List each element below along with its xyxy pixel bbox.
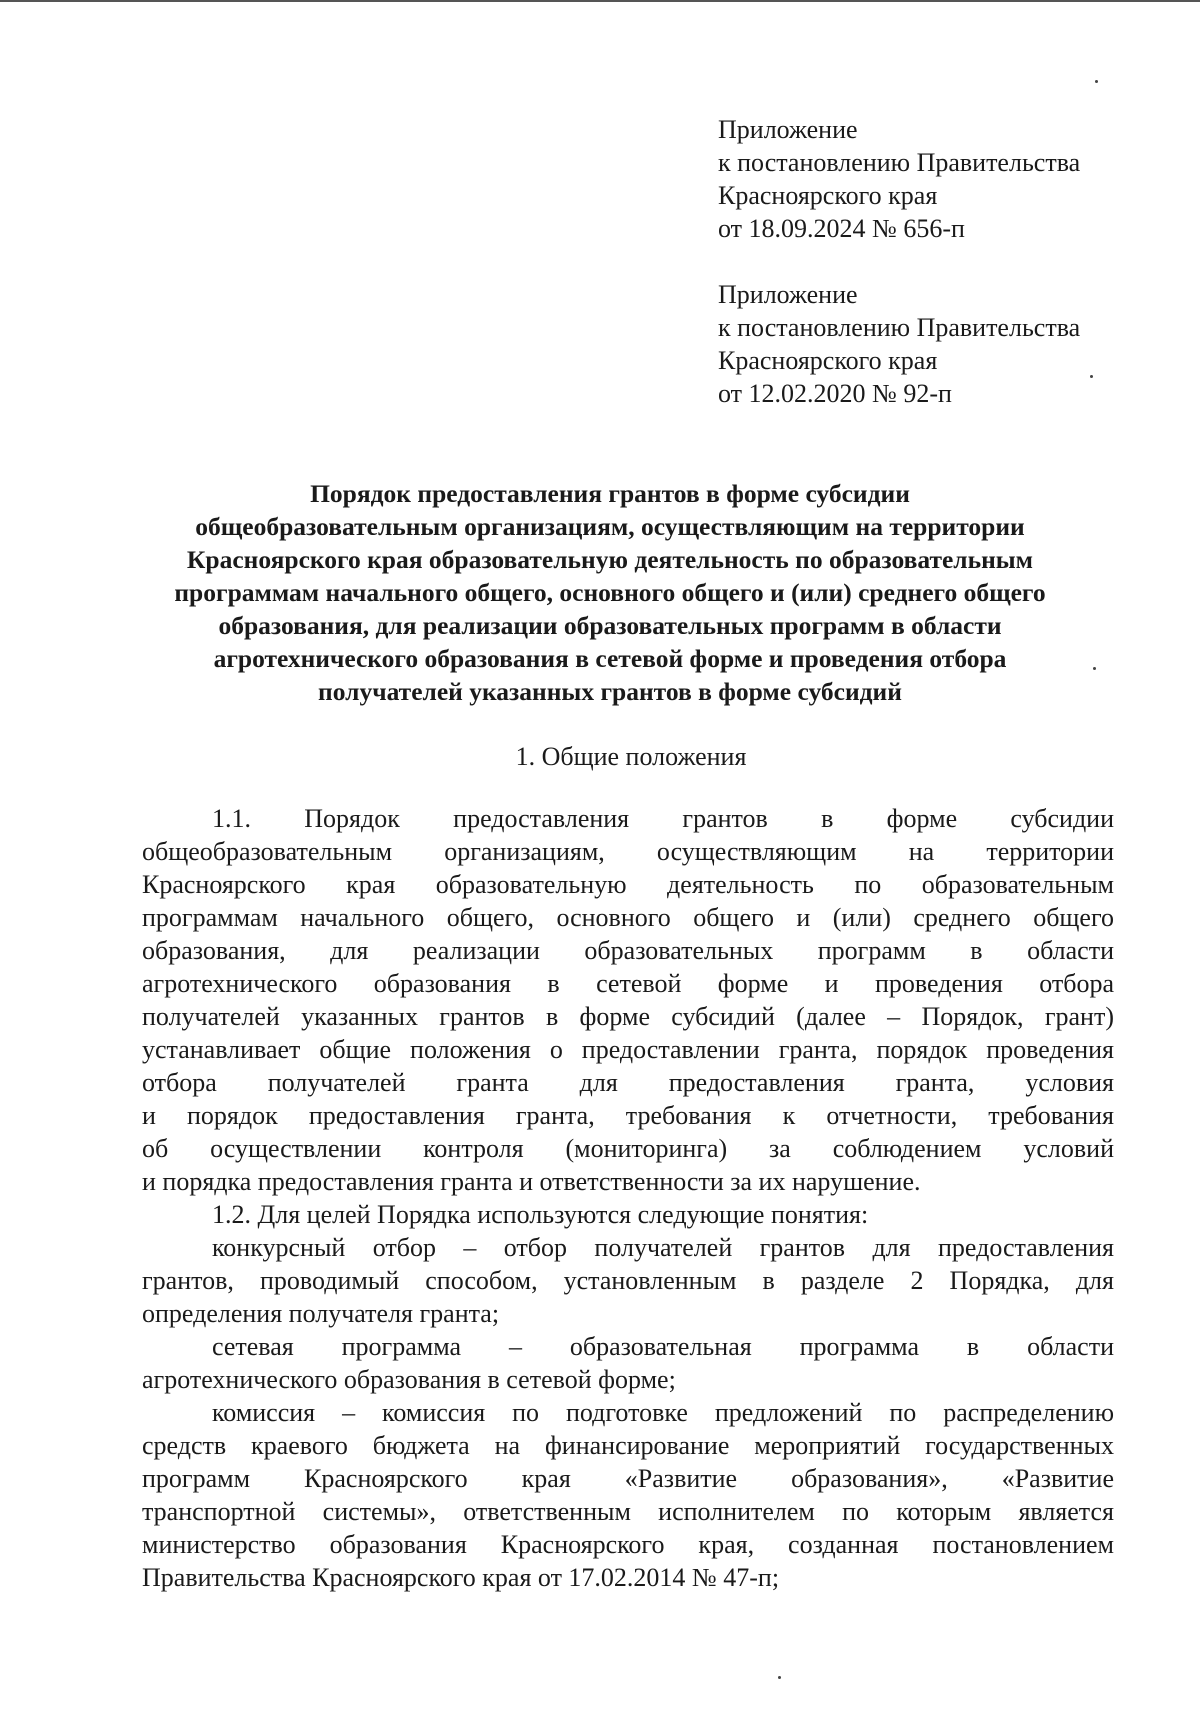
appendix-current-line-2: к постановлению Правительства (718, 148, 1081, 177)
appendix-original-line-2: к постановлению Правительства (718, 313, 1081, 342)
paragraph-line: Правительства Красноярского края от 17.02.2014 № 47-п; (142, 1563, 780, 1592)
title-line: Красноярского края образовательную деятельность по образовательным (186, 545, 1034, 574)
paragraph-line: определения получателя гранта; (142, 1299, 500, 1328)
title-line: получателей указанных грантов в форме субсидий (318, 677, 902, 706)
paragraph-line: комиссия – комиссия по подготовке предложений по распределению (212, 1398, 1114, 1427)
title-line: программам начального общего, основного общего и (или) среднего общего (174, 578, 1046, 607)
appendix-original-line-3: Красноярского края (718, 346, 938, 375)
appendix-block-current (718, 113, 1158, 245)
paragraph-line: 1.1. Порядок предоставления грантов в форме субсидии (212, 804, 1114, 833)
paragraph-line: 1.2. Для целей Порядка используются следующие понятия: (212, 1200, 869, 1229)
body-text (142, 802, 1114, 1594)
scan-speck (1095, 80, 1098, 83)
document-title (130, 477, 1090, 708)
paragraph-line: агротехнического образования в сетевой форме и проведения отбора (142, 969, 1114, 998)
paragraph-line: средств краевого бюджета на финансирование мероприятий государственных (142, 1431, 1114, 1460)
paragraph-line: общеобразовательным организациям, осуществляющим на территории (142, 837, 1114, 866)
scan-speck (778, 1676, 781, 1679)
title-line: Порядок предоставления грантов в форме субсидии (310, 479, 910, 508)
paragraph-line: и порядок предоставления гранта, требования к отчетности, требования (142, 1101, 1114, 1130)
scan-speck (1090, 375, 1093, 378)
paragraph-line: программам начального общего, основного общего и (или) среднего общего (142, 903, 1114, 932)
appendix-current-line-3: Красноярского края (718, 181, 938, 210)
paragraph-line: конкурсный отбор – отбор получателей грантов для предоставления (212, 1233, 1114, 1262)
paragraph-line: грантов, проводимый способом, установленным в разделе 2 Порядка, для (142, 1266, 1114, 1295)
title-line: общеобразовательным организациям, осуществляющим на территории (195, 512, 1025, 541)
paragraph-line: министерство образования Красноярского края, созданная постановлением (142, 1530, 1114, 1559)
paragraph-line: образования, для реализации образовательных программ в области (142, 936, 1114, 965)
scan-top-edge (0, 0, 1200, 2)
paragraph-line: и порядка предоставления гранта и ответственности за их нарушение. (142, 1167, 921, 1196)
paragraph-line: программ Красноярского края «Развитие образования», «Развитие (142, 1464, 1114, 1493)
paragraph-line: Красноярского края образовательную деятельность по образовательным (142, 870, 1114, 899)
appendix-block-original (718, 278, 1158, 410)
appendix-current-line-1: Приложение (718, 115, 858, 144)
appendix-original-line-1: Приложение (718, 280, 858, 309)
paragraph-line: транспортной системы», ответственным исполнителем по которым является (142, 1497, 1114, 1526)
paragraph-line: агротехнического образования в сетевой форме; (142, 1365, 676, 1394)
title-line: агротехнического образования в сетевой форме и проведения отбора (213, 644, 1007, 673)
paragraph-line: сетевая программа – образовательная программа в области (212, 1332, 1114, 1361)
paragraph-line: об осуществлении контроля (мониторинга) за соблюдением условий (142, 1134, 1114, 1163)
paragraph-line: получателей указанных грантов в форме субсидий (далее – Порядок, грант) (142, 1002, 1114, 1031)
title-line: образования, для реализации образовательных программ в области (218, 611, 1002, 640)
paragraph-line: устанавливает общие положения о предоставлении гранта, порядок проведения (142, 1035, 1114, 1064)
paragraph-line: отбора получателей гранта для предоставления гранта, условия (142, 1068, 1114, 1097)
section-heading: 1. Общие положения (515, 742, 747, 771)
scan-speck (1093, 667, 1096, 670)
appendix-current-line-4: от 18.09.2024 № 656-п (718, 214, 965, 243)
appendix-original-line-4: от 12.02.2020 № 92-п (718, 379, 952, 408)
